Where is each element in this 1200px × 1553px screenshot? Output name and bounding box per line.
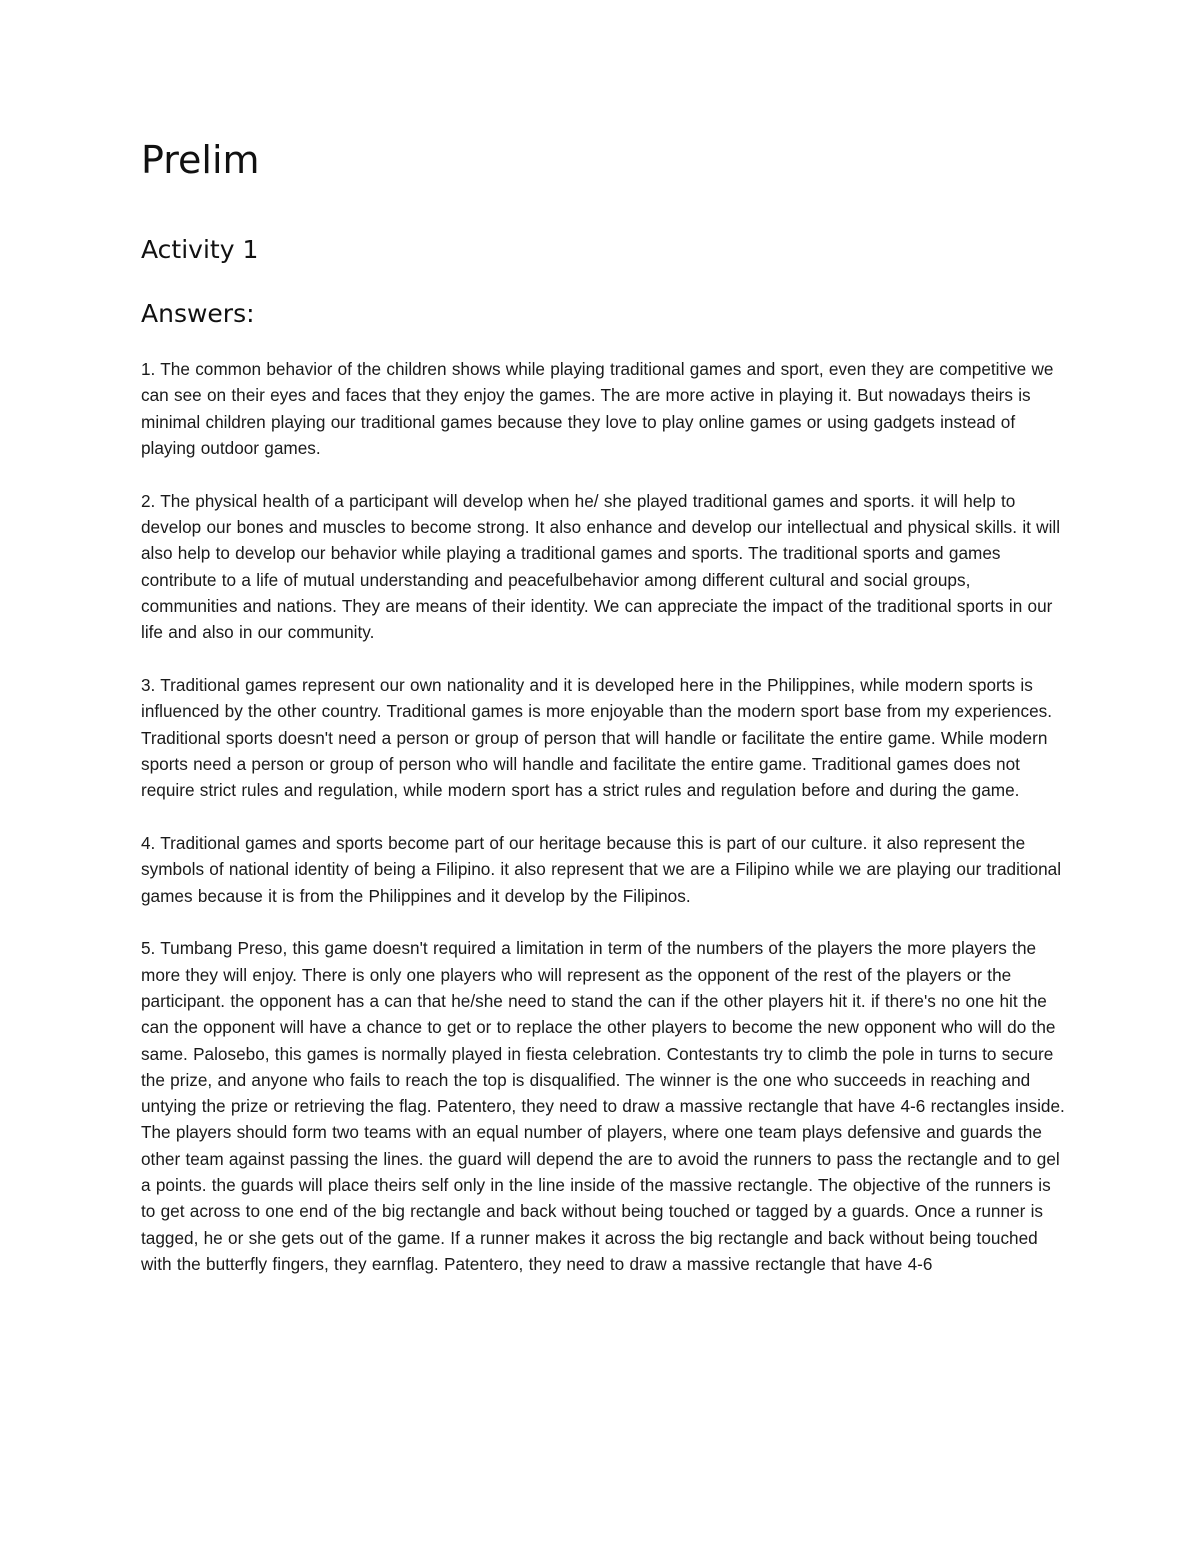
- activity-heading: Activity 1: [141, 235, 259, 264]
- answer-2: 2. The physical health of a participant will develop when he/ she played traditional games and sports. it will help to develop our bones and muscles to become strong. It also enhance and develop our intellectual and physical skills. it will also help to develop our behavior while playing a traditional games and sports. The traditional sports and games contribute to a life of mutual understanding and peacefulbehavior among different cultural and social groups, communities and nations. They are means of their identity. We can appreciate the impact of the traditional sports in our life and also in our community.: [141, 490, 1061, 643]
- answer-3: 3. Traditional games represent our own nationality and it is developed here in the Philippines, while modern sports is influenced by the other country. Traditional games is more enjoyable than the modern sport base from my experiences. Traditional sports doesn't need a person or group of person that will handle or facilitate the entire game. While modern sports need a person or group of person who will handle and facilitate the entire game. Traditional games does not require strict rules and regulation, while modern sport has a strict rules and regulation before and during the game.: [141, 674, 1053, 801]
- answer-4: 4. Traditional games and sports become part of our heritage because this is part of our culture. it also represent the symbols of national identity of being a Filipino. it also represent that we are a Filipino while we are playing our traditional games because it is from the Philippines and it develop by the Filipinos.: [141, 832, 1062, 906]
- document-content: [141, 130, 1066, 1274]
- document-title: Prelim: [141, 138, 260, 182]
- answer-1: 1. The common behavior of the children shows while playing traditional games and sport, even they are competitive we can see on their eyes and faces that they enjoy the games. The are more active in playing it. But nowadays theirs is minimal children playing our traditional games because they love to play online games or using gadgets instead of playing outdoor games.: [141, 359, 1054, 458]
- answer-5: 5. Tumbang Preso, this game doesn't required a limitation in term of the numbers of the players the more players the more they will enjoy. There is only one players who will represent as the opponent of the rest of the players or the participant. the opponent has a can that he/she need to stand the can if the other players hit it. if there's no one hit the can the opponent will have a chance to get or to replace the other players to become the new opponent who will do the same. Palosebo, this games is normally played in fiesta celebration. Contestants try to climb the pole in turns to secure the prize, and anyone who fails to reach the top is disqualified. The winner is the one who succeeds in reaching and untying the prize or retrieving the flag. Patentero, they need to draw a massive rectangle that have 4-6 rectangles inside. The players should form two teams with an equal number of players, where one team plays defensive and guards the other team against passing the lines. the guard will depend the are to avoid the runners to pass the rectangle and to gel a points. the guards will place theirs self only in the line inside of the massive rectangle. The objective of the runners is to get across to one end of the big rectangle and back without being touched or tagged by a guards. Once a runner is tagged, he or she gets out of the game. If a runner makes it across the big rectangle and back without being touched with the butterfly fingers, they earnflag. Patentero, they need to draw a massive rectangle that have 4-6: [141, 938, 1065, 1274]
- answers-heading: Answers:: [141, 299, 255, 328]
- answers-list: [141, 356, 1066, 1304]
